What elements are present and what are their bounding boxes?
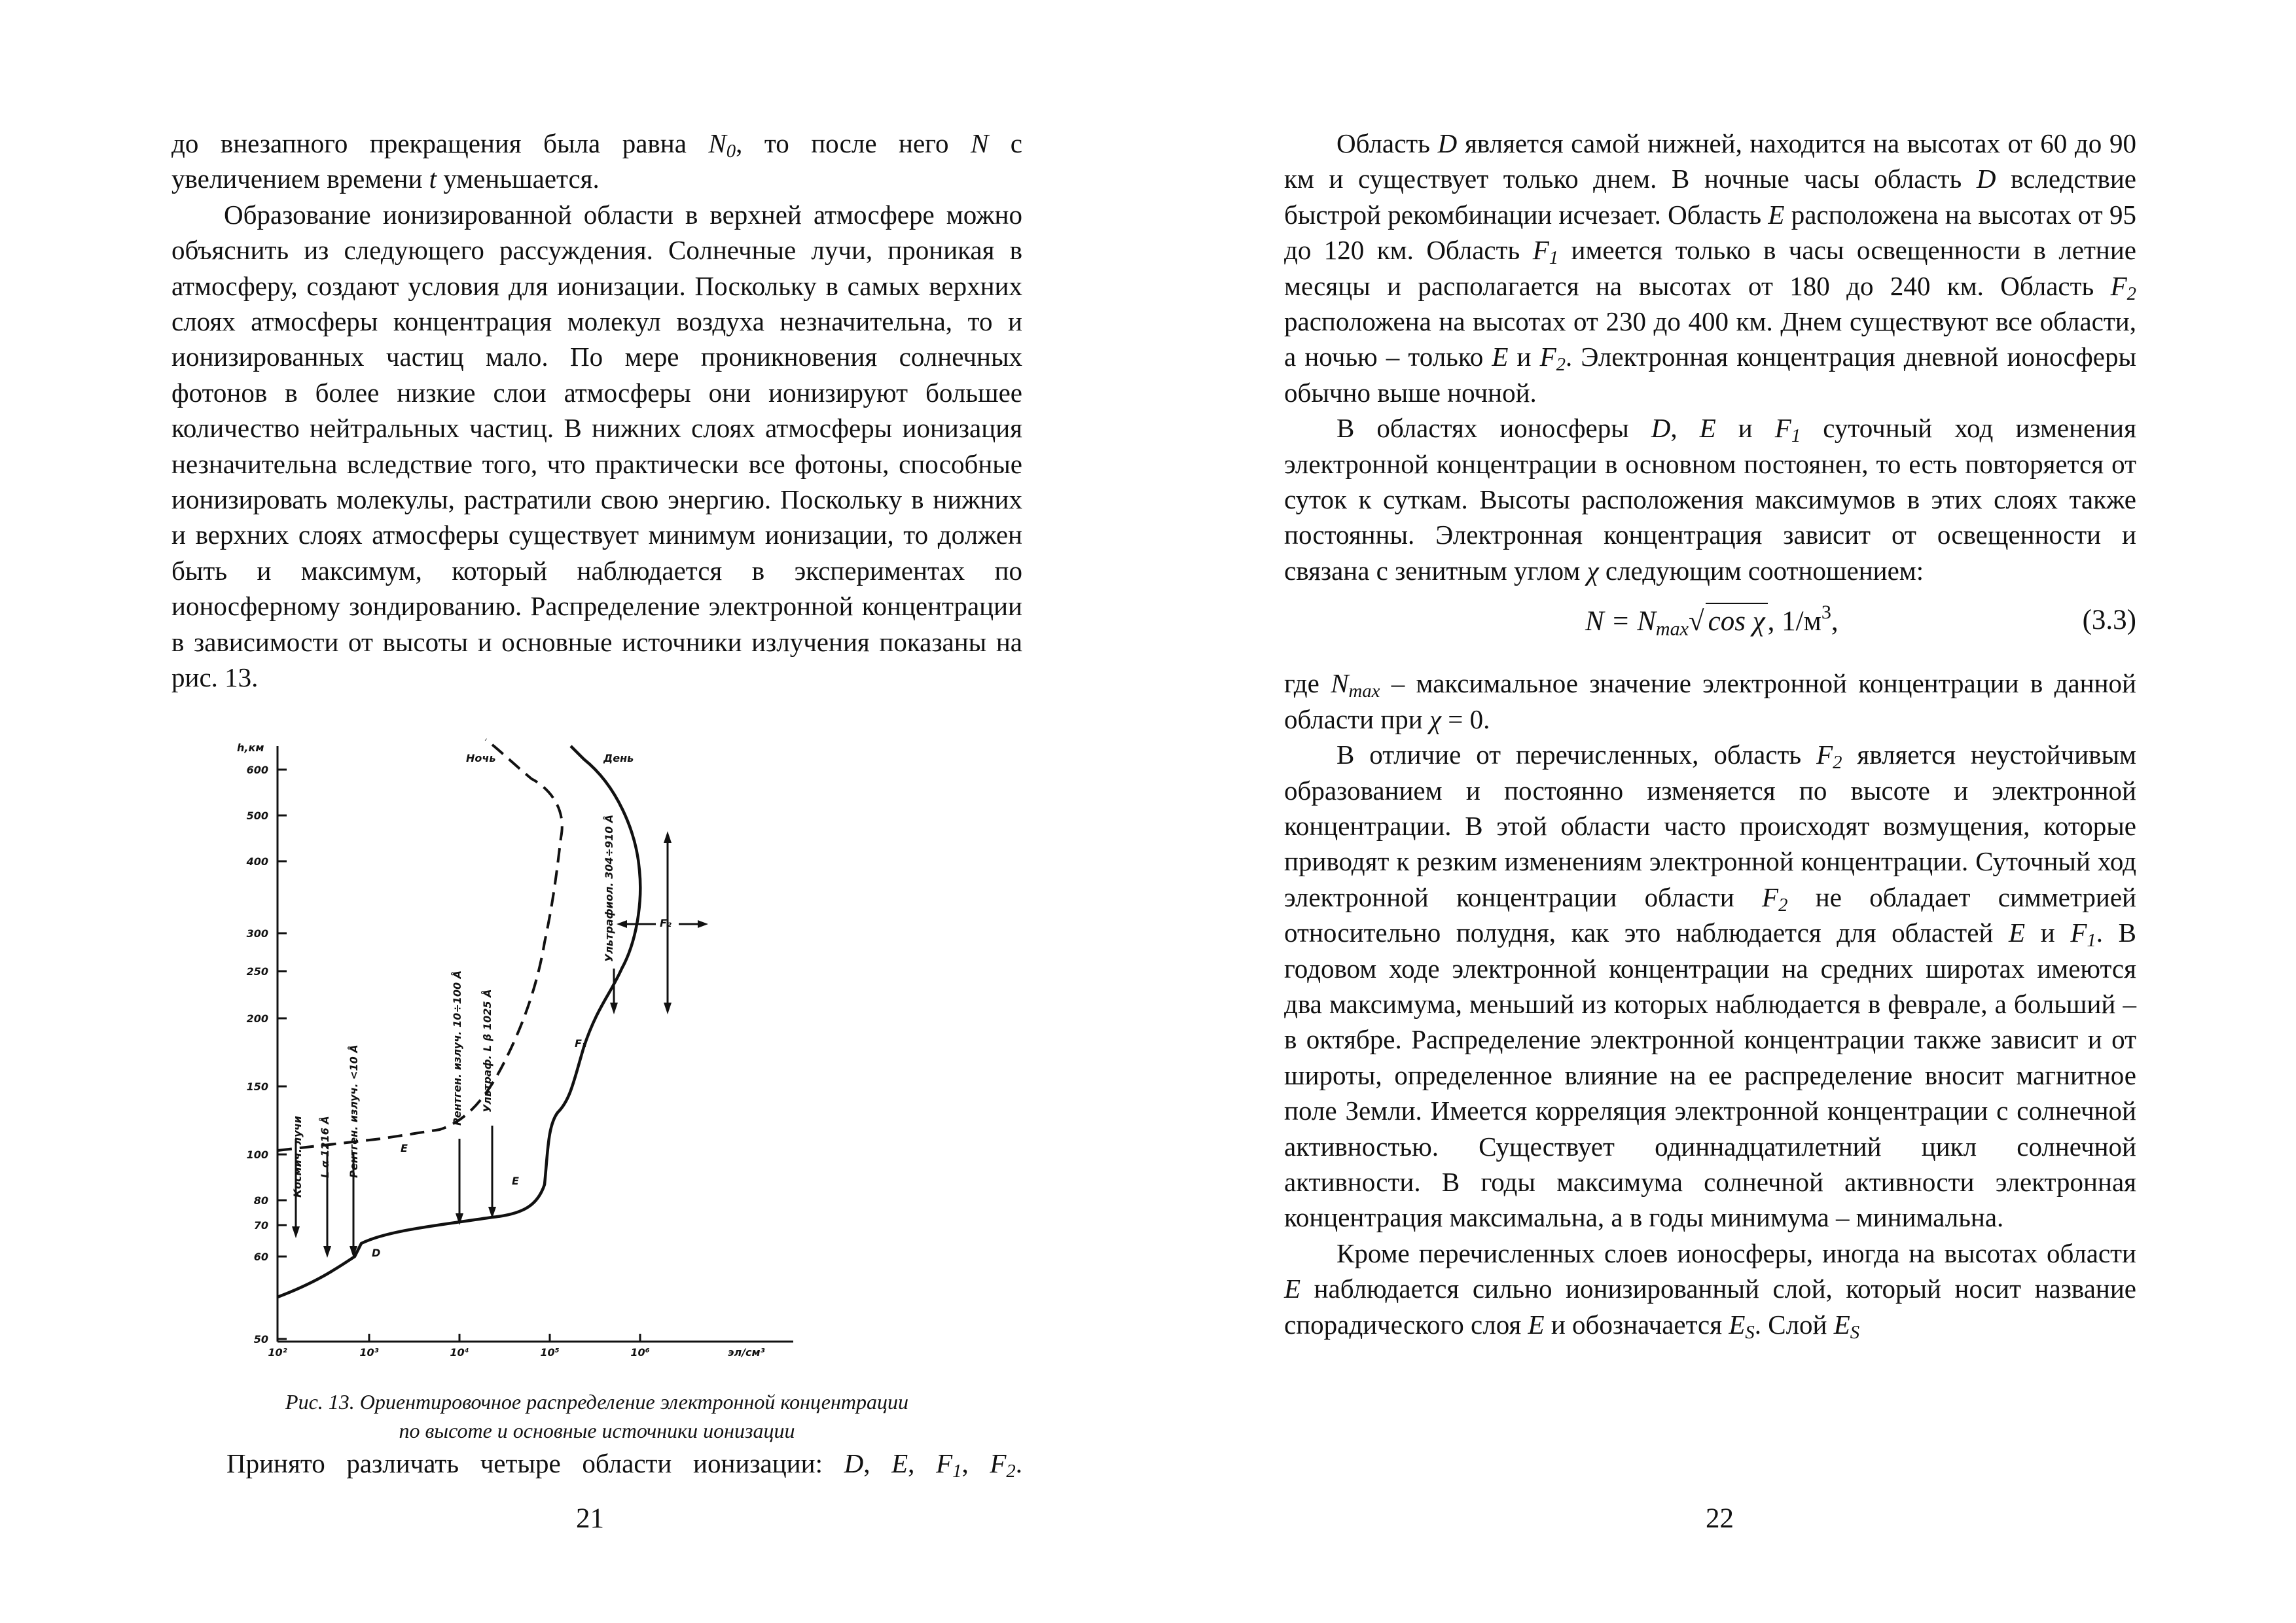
ionosphere-chart bbox=[217, 733, 819, 1361]
y-tick-label: 100 bbox=[246, 1149, 268, 1161]
region-f1-label: F₁ bbox=[575, 1037, 586, 1050]
formula-number: (3.3) bbox=[2082, 605, 2136, 636]
paragraph-last-line: Принято различать четыре области ионизации: D, E, $F_1$, $F_2$. bbox=[226, 1448, 1023, 1482]
y-tick-label: 500 bbox=[246, 810, 268, 822]
paragraph: где $N_{max}$ – максимальное значение электронной концентрации в данной области при χ = 0. bbox=[1284, 668, 2136, 734]
source-label-xray-short: Рентген. излуч. <10 Å bbox=[348, 1044, 360, 1178]
y-tick-label: 200 bbox=[246, 1012, 268, 1025]
y-tick-label: 600 bbox=[246, 764, 268, 776]
x-tick-label: 10⁵ bbox=[540, 1346, 560, 1359]
y-tick-label: 80 bbox=[253, 1194, 268, 1207]
x-tick-label: 10² bbox=[268, 1346, 287, 1359]
day-label: День bbox=[603, 752, 634, 764]
arrow-head-icon bbox=[664, 1003, 672, 1014]
right-text-column bbox=[1284, 126, 2136, 1342]
y-tick-label: 250 bbox=[246, 965, 268, 978]
arrow-head-icon bbox=[323, 1246, 331, 1258]
arrow-head-icon bbox=[617, 920, 627, 928]
x-tick-label: 10⁶ bbox=[630, 1346, 650, 1359]
caption-line: Рис. 13. Ориентировочное распределение электронной концентрации bbox=[285, 1390, 908, 1414]
arrow-head-icon bbox=[698, 920, 708, 928]
paragraph: до внезапного прекращения была равна $N_0$, то после него N с увеличением времени t уменьшается. bbox=[171, 128, 1023, 194]
night-curve bbox=[278, 740, 562, 1150]
paragraph: В областях ионосферы D, E и $F_1$ суточный ход изменения электронной концентрации в основном постоянен, то есть повторяется от суток к суткам. Высоты расположения максимумов в этих слоях также постоянны. Электронная концентрация зависит от освещенности и связана с зенитным углом χ следующим соотношением: bbox=[1284, 413, 2136, 586]
paragraph: Область D является самой нижней, находится на высотах от 60 до 90 км и существует только днем. В ночные часы область D вследствие быстрой рекомбинации исчезает. Область E расположена на высотах от 95 до 120 км. Область $F_1$ имеется только в часы освещенности в летние месяцы и располагается на высотах от 180 до 240 км. Область $F_2$ расположена на высотах от 230 до 400 км. Днем существуют все области, а ночью – только E и $F_2$. Электронная концентрация дневной ионосферы обычно выше ночной. bbox=[1284, 128, 2136, 408]
paragraph: Образование ионизированной области в верхней атмосфере можно объяснить из следующего рассуждения. Солнечные лучи, проникая в атмосферу, создают условия для ионизации. Поскольку в самых верхних слоях атмосферы концентрация молекул воздуха незначительна, то и ионизированных частиц мало. По мере проникновения солнечных фотонов в более низкие слои атмосферы они ионизируют большее количество нейтральных частиц. В нижних слоях атмосферы ионизация незначительна вследствие того, что практически все фотоны, способные ионизировать молекулы, растратили свою энергию. Поскольку в нижних и верхних слоях атмосферы существует минимум ионизации, то должен быть и максимум, который наблюдается в экспериментах по ионосферному зондированию. Распределение электронной концентрации в зависимости от высоты и основные источники излучения показаны на рис. 13. bbox=[171, 199, 1022, 693]
region-e-label-1: E bbox=[401, 1142, 408, 1154]
page-number: 21 bbox=[576, 1503, 604, 1534]
paragraph: Кроме перечисленных слоев ионосферы, иногда на высотах области E наблюдается сильно ионизированный слой, который носит название спорадического слоя E и обозначается $E_S$. Слой $E_S$ bbox=[1284, 1238, 2136, 1343]
arrow-head-icon bbox=[610, 1003, 618, 1014]
page-number: 22 bbox=[1706, 1503, 1734, 1534]
page-right bbox=[1148, 0, 2296, 1623]
night-label: Ночь bbox=[466, 752, 496, 764]
region-f2-label: F₂ bbox=[660, 917, 672, 929]
arrow-head-icon bbox=[664, 831, 672, 843]
y-tick-label: 300 bbox=[246, 927, 268, 940]
y-tick-label: 400 bbox=[246, 855, 268, 868]
y-tick-label: 60 bbox=[253, 1251, 268, 1263]
caption-line: по высоте и основные источники ионизации bbox=[399, 1419, 795, 1442]
region-e-label-2: E bbox=[512, 1175, 519, 1187]
figure-caption bbox=[171, 1387, 1022, 1445]
y-axis-label: h,км bbox=[237, 741, 264, 754]
x-ticks bbox=[268, 1334, 649, 1359]
formula-expression: $N = N_{max}√$ cos χ, $1/м^3$, bbox=[1585, 601, 1839, 640]
left-text-column bbox=[171, 126, 1022, 696]
arrow-head-icon bbox=[292, 1226, 300, 1238]
source-label-uv-lbeta: Ультраф. L β 1025 Å bbox=[481, 989, 493, 1113]
x-tick-label: 10³ bbox=[359, 1346, 379, 1359]
source-label-cosmic: Космич. лучи bbox=[291, 1116, 304, 1198]
x-tick-label: 10⁴ bbox=[450, 1346, 469, 1359]
y-tick-label: 150 bbox=[246, 1080, 268, 1093]
figure-13 bbox=[217, 733, 819, 1361]
region-d-label: D bbox=[372, 1247, 381, 1259]
source-label-lalpha: L α 1216 Å bbox=[319, 1116, 331, 1178]
x-axis-unit: эл/см³ bbox=[728, 1346, 765, 1359]
source-label-uv-euv: Ультрафиол. 304÷910 Å bbox=[603, 814, 615, 962]
formula-3-3 bbox=[1284, 603, 2136, 649]
source-label-xray-long: Рентген. излуч. 10÷100 Å bbox=[451, 970, 463, 1126]
y-tick-label: 70 bbox=[253, 1219, 268, 1232]
y-ticks bbox=[246, 764, 287, 1346]
paragraph: В отличие от перечисленных, область $F_2$ является неустойчивым образованием и постоянно изменяется по высоте и электронной концентрации. В этой области часто происходят возмущения, которые приводят к резким изменениям электронной концентрации. Суточный ход электронной концентрации области $F_2$ не обладает симметрией относительно полудня, как это наблюдается для областей E и $F_1$. В годовом ходе электронной концентрации на средних широтах имеются два максимума, меньший из которых наблюдается в феврале, а больший – в октябре. Распределение электронной концентрации также зависит и от широты, определенное влияние на ее распределение вносит магнитное поле Земли. Имеется корреляция электронной концентрации с солнечной активностью. Существует одиннадцатилетний цикл солнечной активности. В годы максимума солнечной активности электронная концентрация максимальна, а в годы минимума – минимальна. bbox=[1284, 740, 2137, 1233]
y-tick-label: 50 bbox=[253, 1333, 268, 1346]
